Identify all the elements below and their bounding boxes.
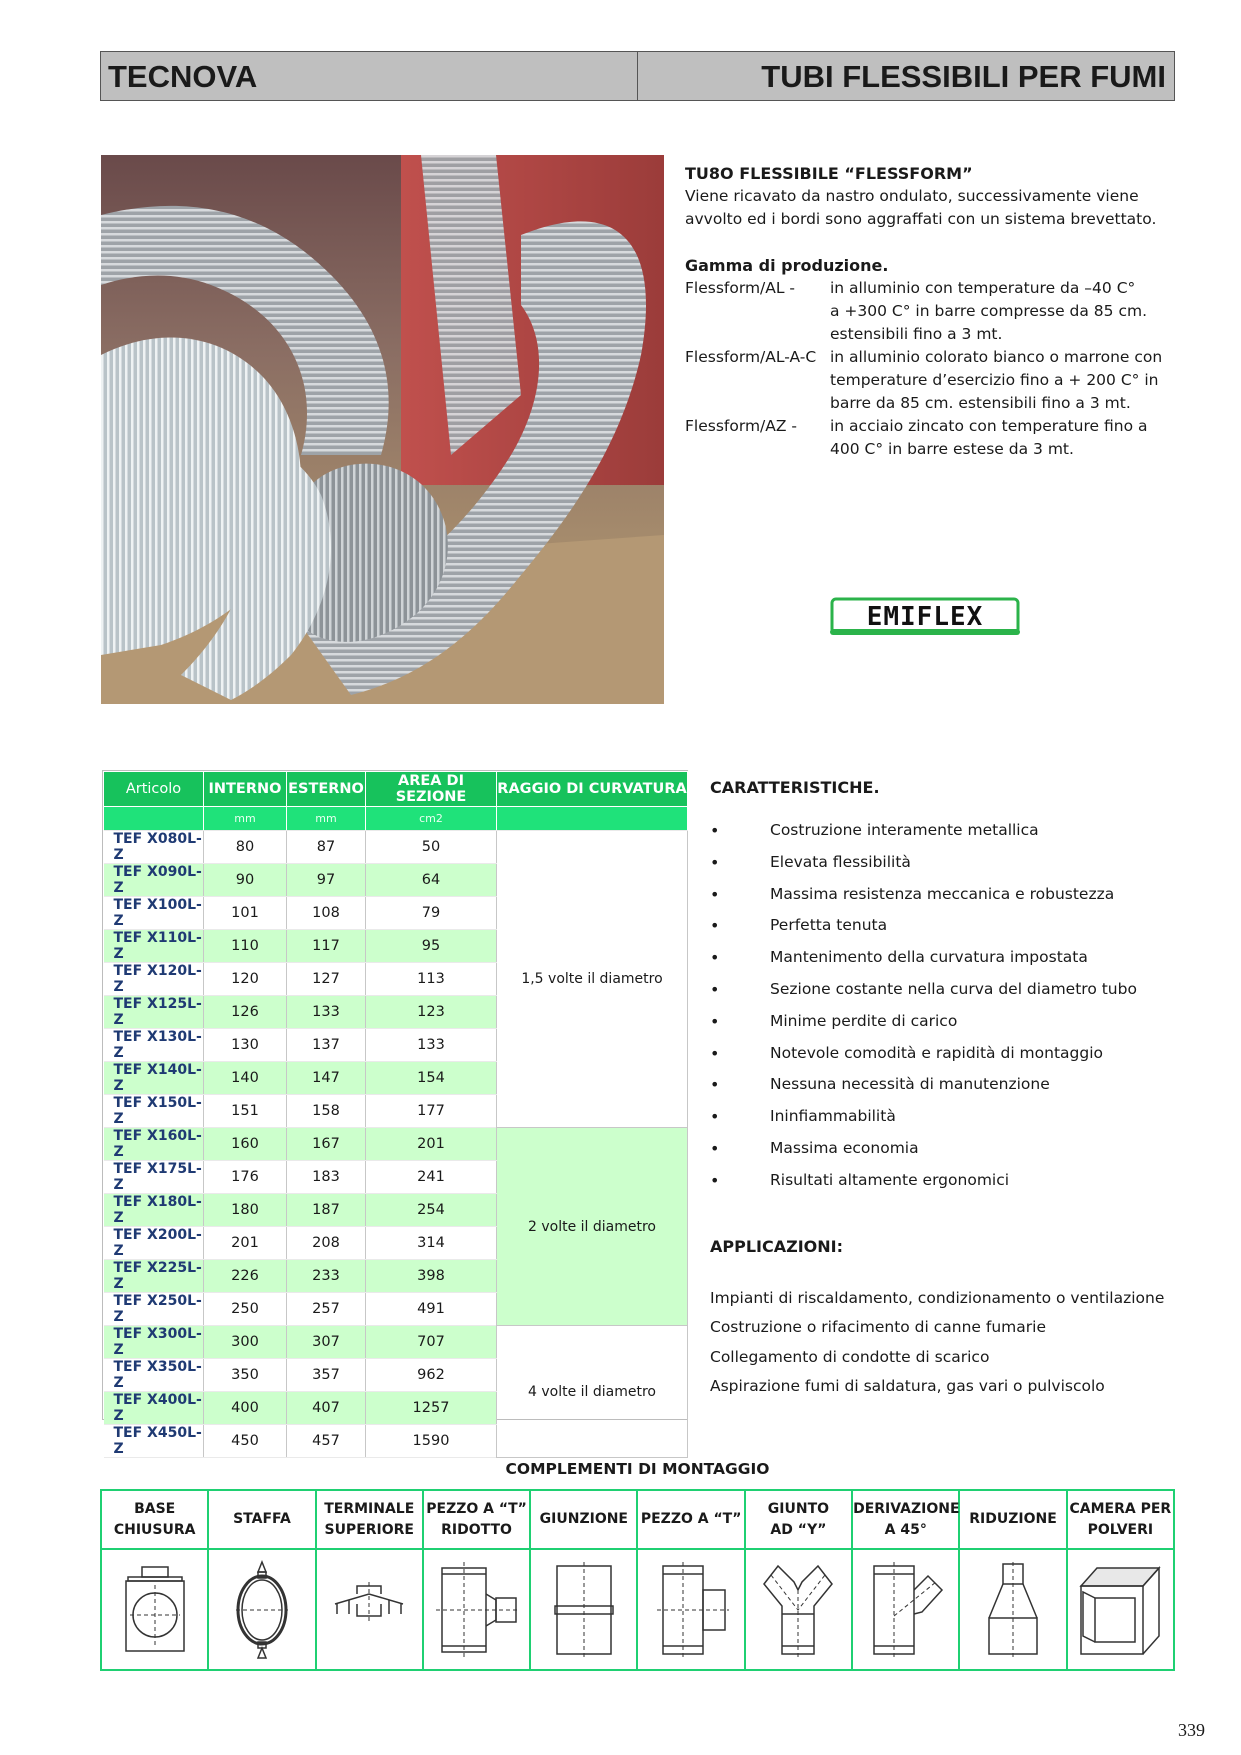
table-row — [104, 1326, 688, 1359]
characteristics — [710, 778, 1180, 1203]
application-item: Aspirazione fumi di saldatura, gas vari o pulviscolo — [710, 1376, 1105, 1395]
product-entry-al-a-c — [685, 346, 1185, 415]
list-item — [710, 1012, 1180, 1044]
table-cell: 1590 — [366, 1425, 497, 1458]
table-cell: 226 — [204, 1260, 287, 1293]
table-cell: 137 — [287, 1029, 366, 1062]
table-cell: 147 — [287, 1062, 366, 1095]
table-row — [104, 1128, 688, 1161]
bullet-icon: • — [710, 979, 720, 999]
table-row — [104, 831, 688, 864]
table-cell: 491 — [366, 1293, 497, 1326]
characteristic-text: Massima economia — [770, 1138, 919, 1157]
characteristic-text: Mantenimento della curvatura impostata — [770, 948, 1088, 967]
curvature-cell: 4 volte il diametro — [497, 1326, 688, 1458]
accessory-label-line: STAFFA — [233, 1511, 291, 1527]
table-cell: 95 — [366, 930, 497, 963]
table-cell: 257 — [287, 1293, 366, 1326]
article-code: TEF X125L-Z — [104, 996, 204, 1029]
product-line: in alluminio colorato bianco o marrone con — [830, 348, 1163, 366]
curvature-cell: 1,5 volte il diametro — [497, 831, 688, 1128]
staffa-icon — [208, 1549, 315, 1670]
product-line: in acciaio zincato con temperature fino a — [830, 417, 1148, 435]
article-code: TEF X160L-Z — [104, 1128, 204, 1161]
product-name: Flessform/AL - — [685, 279, 796, 297]
pezzo-t-ridotto-icon — [423, 1549, 530, 1670]
bullet-icon: • — [710, 1043, 720, 1063]
page-header — [100, 51, 1175, 101]
product-line: estensibili fino a 3 mt. — [830, 325, 1003, 343]
table-cell: 158 — [287, 1095, 366, 1128]
table-cell: 126 — [204, 996, 287, 1029]
characteristic-text: Minime perdite di carico — [770, 1011, 958, 1030]
table-cell: 314 — [366, 1227, 497, 1260]
table-cell: 133 — [366, 1029, 497, 1062]
accessory-label-line: AD “Y” — [770, 1521, 827, 1538]
product-photo — [101, 155, 664, 704]
table-cell: 176 — [204, 1161, 287, 1194]
bullet-icon: • — [710, 916, 720, 936]
page-number: 339 — [1178, 1720, 1205, 1740]
article-code: TEF X175L-Z — [104, 1161, 204, 1194]
bullet-icon: • — [710, 1011, 720, 1031]
product-title: TU8O FLESSIBILE “FLESSFORM” — [685, 164, 973, 183]
application-item: Impianti di riscaldamento, condizionamento o ventilazione — [710, 1289, 1165, 1307]
table-cell: 350 — [204, 1359, 287, 1392]
list-item — [710, 821, 1180, 853]
characteristics-list — [710, 821, 1180, 1203]
list-item — [710, 916, 1180, 948]
accessory-label — [208, 1490, 315, 1549]
article-code: TEF X150L-Z — [104, 1095, 204, 1128]
characteristic-text: Ininfiammabilità — [770, 1107, 896, 1126]
list-item — [710, 1139, 1180, 1171]
unit-cell: cm2 — [366, 807, 497, 831]
accessory-label-line: PEZZO A “T” — [426, 1500, 527, 1517]
header-articolo: Articolo — [104, 772, 204, 807]
list-item — [710, 853, 1180, 885]
list-item — [710, 980, 1180, 1012]
list-item — [710, 948, 1180, 980]
table-cell: 113 — [366, 963, 497, 996]
accessory-label-line: PEZZO A “T” — [640, 1511, 742, 1527]
bullet-icon: • — [710, 1170, 720, 1190]
table-cell: 87 — [287, 831, 366, 864]
table-cell: 183 — [287, 1161, 366, 1194]
article-code: TEF X350L-Z — [104, 1359, 204, 1392]
table-cell: 151 — [204, 1095, 287, 1128]
article-code: TEF X450L-Z — [104, 1425, 204, 1458]
table-cell: 400 — [204, 1392, 287, 1425]
bullet-icon: • — [710, 884, 720, 904]
table-cell: 398 — [366, 1260, 497, 1293]
accessory-label-line: CHIUSURA — [113, 1521, 196, 1538]
article-code: TEF X090L-Z — [104, 864, 204, 897]
article-code: TEF X080L-Z — [104, 831, 204, 864]
accessories-table — [100, 1489, 1175, 1671]
table-cell: 133 — [287, 996, 366, 1029]
product-entry-az — [685, 415, 1185, 461]
article-code: TEF X110L-Z — [104, 930, 204, 963]
table-cell: 160 — [204, 1128, 287, 1161]
riduzione-icon — [959, 1549, 1066, 1670]
table-cell: 962 — [366, 1359, 497, 1392]
table-cell: 357 — [287, 1359, 366, 1392]
article-code: TEF X130L-Z — [104, 1029, 204, 1062]
unit-cell — [497, 807, 688, 831]
application-item: Costruzione o rifacimento di canne fumarie — [710, 1318, 1046, 1337]
svg-text:EMIFLEX: EMIFLEX — [866, 602, 984, 632]
accessory-label — [530, 1490, 637, 1549]
applications — [710, 1237, 1190, 1406]
table-cell: 167 — [287, 1128, 366, 1161]
table-cell: 300 — [204, 1326, 287, 1359]
giunto-y-icon — [745, 1549, 852, 1670]
table-cell: 307 — [287, 1326, 366, 1359]
table-cell: 707 — [366, 1326, 497, 1359]
list-item — [710, 885, 1180, 917]
giunzione-icon — [530, 1549, 637, 1670]
bullet-icon: • — [710, 852, 720, 872]
table-cell: 130 — [204, 1029, 287, 1062]
table-cell: 90 — [204, 864, 287, 897]
table-cell: 250 — [204, 1293, 287, 1326]
table-cell: 177 — [366, 1095, 497, 1128]
accessory-label-line: TERMINALE — [324, 1500, 415, 1517]
base-chiusura-icon — [101, 1549, 208, 1670]
unit-cell — [104, 807, 204, 831]
table-cell: 208 — [287, 1227, 366, 1260]
terminale-icon — [316, 1549, 423, 1670]
table-cell: 140 — [204, 1062, 287, 1095]
characteristic-text: Massima resistenza meccanica e robustezza — [770, 884, 1115, 903]
table-cell: 127 — [287, 963, 366, 996]
accessory-label-line: A 45° — [884, 1521, 927, 1538]
article-code: TEF X400L-Z — [104, 1392, 204, 1425]
table-cell: 117 — [287, 930, 366, 963]
table-cell: 97 — [287, 864, 366, 897]
accessory-label — [316, 1490, 423, 1549]
product-name: Flessform/AZ - — [685, 417, 798, 435]
applications-title: APPLICAZIONI: — [710, 1237, 844, 1256]
article-code: TEF X120L-Z — [104, 963, 204, 996]
list-item — [710, 1044, 1180, 1076]
bullet-icon: • — [710, 1138, 720, 1158]
table-cell: 201 — [366, 1128, 497, 1161]
accessory-label — [745, 1490, 852, 1549]
product-line: 400 C° in barre estese da 3 mt. — [830, 440, 1074, 458]
accessory-label-line: RIDUZIONE — [969, 1511, 1057, 1527]
unit-cell: mm — [287, 807, 366, 831]
accessory-label-line: BASE — [134, 1500, 176, 1517]
product-line: temperature d’esercizio fino a + 200 C° in — [830, 371, 1159, 389]
characteristic-text: Notevole comodità e rapidità di montaggio — [770, 1043, 1104, 1062]
list-item — [710, 1107, 1180, 1139]
accessory-label-line: RIDOTTO — [441, 1521, 512, 1538]
accessory-label-line: GIUNTO — [767, 1500, 830, 1517]
characteristic-text: Costruzione interamente metallica — [770, 821, 1039, 839]
bullet-icon: • — [710, 948, 720, 968]
table-cell: 101 — [204, 897, 287, 930]
table-cell: 120 — [204, 963, 287, 996]
brand-name: TECNOVA — [101, 52, 638, 100]
accessory-label-line: SUPERIORE — [324, 1521, 414, 1538]
table-cell: 233 — [287, 1260, 366, 1293]
list-item — [710, 1075, 1180, 1107]
product-line: barre da 85 cm. estensibili fino a 3 mt. — [830, 394, 1131, 412]
list-item — [710, 1171, 1180, 1203]
page-title: TUBI FLESSIBILI PER FUMI — [761, 59, 1166, 94]
table-cell: 180 — [204, 1194, 287, 1227]
accessory-label — [637, 1490, 744, 1549]
accessory-label — [852, 1490, 959, 1549]
article-code: TEF X180L-Z — [104, 1194, 204, 1227]
characteristic-text: Nessuna necessità di manutenzione — [770, 1075, 1050, 1094]
article-code: TEF X140L-Z — [104, 1062, 204, 1095]
accessory-label — [423, 1490, 530, 1549]
header-interno: INTERNO — [204, 772, 287, 807]
curvature-cell: 2 volte il diametro — [497, 1128, 688, 1326]
header-esterno: ESTERNO — [287, 772, 366, 807]
table-cell: 110 — [204, 930, 287, 963]
table-cell: 187 — [287, 1194, 366, 1227]
characteristic-text: Risultati altamente ergonomici — [770, 1170, 1010, 1189]
article-code: TEF X100L-Z — [104, 897, 204, 930]
camera-polveri-icon — [1067, 1549, 1174, 1670]
article-code: TEF X250L-Z — [104, 1293, 204, 1326]
header-raggio: RAGGIO DI CURVATURA — [497, 772, 688, 807]
header-area: AREA DI SEZIONE — [366, 772, 497, 807]
table-cell: 50 — [366, 831, 497, 864]
bullet-icon: • — [710, 1075, 720, 1095]
range-title: Gamma di produzione. — [685, 256, 889, 275]
characteristic-text: Perfetta tenuta — [770, 916, 888, 935]
characteristics-title: CARATTERISTICHE. — [710, 778, 880, 797]
product-line: in alluminio con temperature da –40 C° — [830, 279, 1136, 297]
table-cell: 64 — [366, 864, 497, 897]
table-cell: 254 — [366, 1194, 497, 1227]
intro-line-1: Viene ricavato da nastro ondulato, successivamente viene — [685, 187, 1139, 205]
table-cell: 79 — [366, 897, 497, 930]
table-cell: 123 — [366, 996, 497, 1029]
product-table — [103, 771, 688, 1458]
accessory-label — [959, 1490, 1066, 1549]
table-cell: 80 — [204, 831, 287, 864]
article-code: TEF X200L-Z — [104, 1227, 204, 1260]
unit-cell: mm — [204, 807, 287, 831]
bullet-icon: • — [710, 1107, 720, 1127]
article-code: TEF X300L-Z — [104, 1326, 204, 1359]
emiflex-logo — [830, 595, 1020, 643]
table-cell: 457 — [287, 1425, 366, 1458]
intro-line-2: avvolto ed i bordi sono aggraffati con un sistema brevettato. — [685, 210, 1157, 228]
accessory-label-line: POLVERI — [1087, 1521, 1154, 1538]
characteristic-text: Sezione costante nella curva del diametro tubo — [770, 979, 1137, 998]
table-cell: 407 — [287, 1392, 366, 1425]
accessories-title: COMPLEMENTI DI MONTAGGIO — [505, 1460, 770, 1478]
product-description — [685, 162, 1185, 461]
application-item: Collegamento di condotte di scarico — [710, 1347, 990, 1366]
table-cell: 450 — [204, 1425, 287, 1458]
product-name: Flessform/AL-A-C — [685, 348, 817, 366]
accessory-label — [1067, 1490, 1174, 1549]
table-cell: 201 — [204, 1227, 287, 1260]
pezzo-t-icon — [637, 1549, 744, 1670]
accessory-label — [101, 1490, 208, 1549]
table-cell: 108 — [287, 897, 366, 930]
characteristic-text: Elevata flessibilità — [770, 852, 911, 871]
product-entry-al — [685, 277, 1185, 346]
article-code: TEF X225L-Z — [104, 1260, 204, 1293]
table-cell: 1257 — [366, 1392, 497, 1425]
accessory-label-line: CAMERA PER — [1069, 1500, 1172, 1517]
derivazione-icon — [852, 1549, 959, 1670]
table-cell: 154 — [366, 1062, 497, 1095]
product-line: a +300 C° in barre compresse da 85 cm. — [830, 302, 1148, 320]
accessory-label-line: GIUNZIONE — [539, 1511, 628, 1527]
table-cell: 241 — [366, 1161, 497, 1194]
accessory-label-line: DERIVAZIONE — [853, 1500, 960, 1517]
bullet-icon: • — [710, 821, 720, 840]
